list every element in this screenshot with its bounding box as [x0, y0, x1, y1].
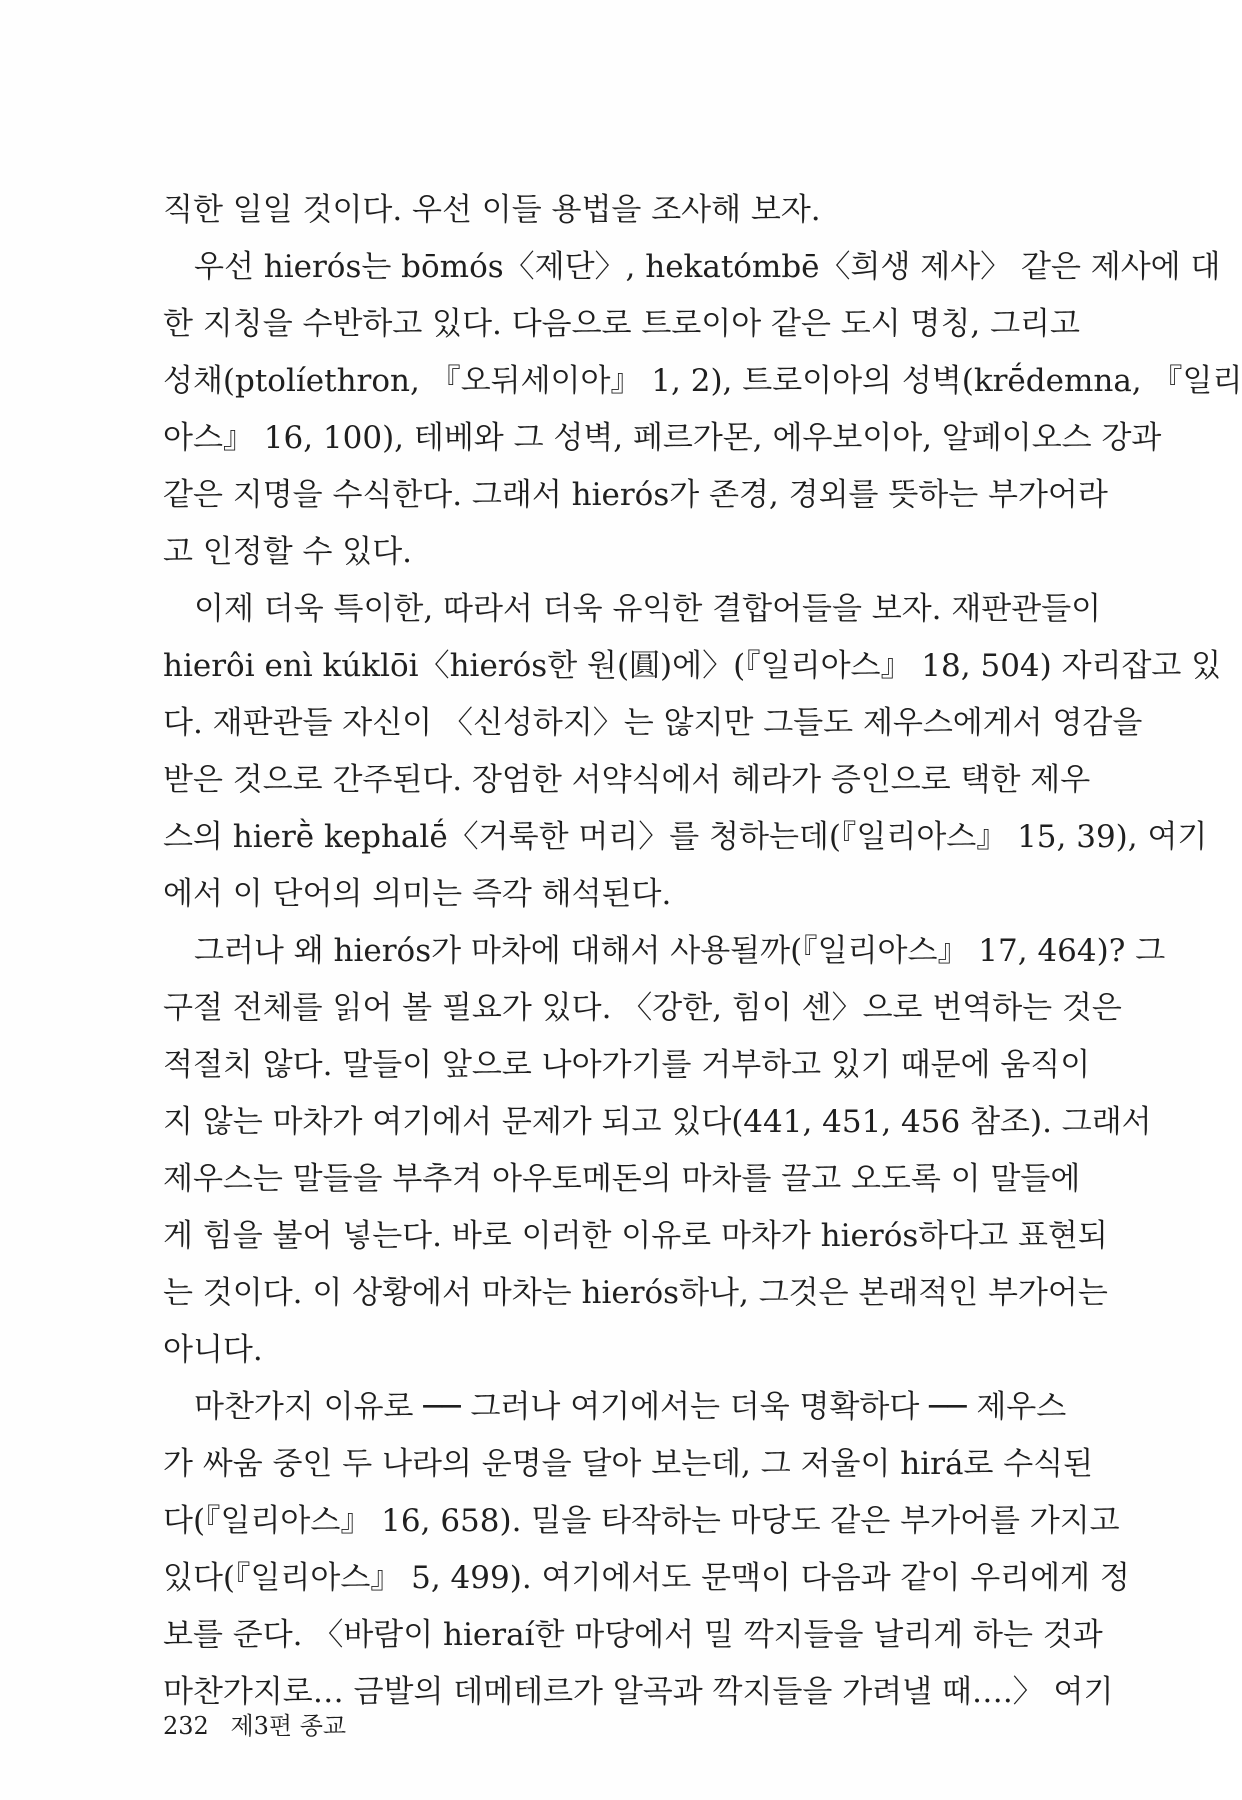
text-line: 한 지칭을 수반하고 있다. 다음으로 트로이아 같은 도시 명칭, 그리고 [163, 306, 1080, 342]
paragraph-start-line: 우선 hierós는 bōmós〈제단〉, hekatómbē〈희생 제사〉 같은 제사에 대 [194, 249, 1221, 285]
text-line: 같은 지명을 수식한다. 그래서 hierós가 존경, 경외를 뜻하는 부가어라 [163, 477, 1108, 513]
section-title: 제3편 종교 [230, 1712, 347, 1740]
text-line: 보를 준다. 〈바람이 hieraí한 마당에서 밀 깍지들을 날리게 하는 것과 [163, 1617, 1103, 1653]
page-footer [163, 1706, 346, 1741]
text-line: 있다(『일리아스』 5, 499). 여기에서도 문맥이 다음과 같이 우리에게 정 [163, 1560, 1130, 1596]
paragraph-end-line: 에서 이 단어의 의미는 즉각 해석된다. [163, 876, 672, 912]
text-line: 다. 재판관들 자신이 〈신성하지〉는 않지만 그들도 제우스에게서 영감을 [163, 705, 1143, 741]
text-line: hierôi enì kúklōi〈hierós한 원(圓)에〉(『일리아스』 18, 504) 자리잡고 있 [163, 648, 1222, 684]
text-line: 다(『일리아스』 16, 658). 밀을 타작하는 마당도 같은 부가어를 가지고 [163, 1503, 1120, 1539]
text-line: 게 힘을 불어 넣는다. 바로 이러한 이유로 마차가 hierós하다고 표현되 [163, 1218, 1108, 1254]
text-line: 적절치 않다. 말들이 앞으로 나아가기를 거부하고 있기 때문에 움직이 [163, 1047, 1091, 1083]
text-line: 직한 일일 것이다. 우선 이들 용법을 조사해 보자. [163, 192, 821, 228]
text-line: 는 것이다. 이 상황에서 마차는 hierós하나, 그것은 본래적인 부가어는 [163, 1275, 1108, 1311]
text-line: 아스』 16, 100), 테베와 그 성벽, 페르가몬, 에우보이아, 알페이오스 강과 [163, 420, 1162, 456]
paragraph-end-line: 아니다. [163, 1332, 263, 1368]
text-line: 구절 전체를 읽어 볼 필요가 있다. 〈강한, 힘이 센〉으로 번역하는 것은 [163, 990, 1122, 1026]
paragraph-start-line: 그러나 왜 hierós가 마차에 대해서 사용될까(『일리아스』 17, 464)? 그 [194, 933, 1166, 969]
text-line: 가 싸움 중인 두 나라의 운명을 달아 보는데, 그 저울이 hirá로 수식된 [163, 1446, 1094, 1482]
text-line: 제우스는 말들을 부추겨 아우토메돈의 마차를 끌고 오도록 이 말들에 [163, 1161, 1081, 1197]
text-line: 스의 hierḕ kephalḗ〈거룩한 머리〉를 청하는데(『일리아스』 15, 39), 여기 [163, 819, 1208, 855]
page-number: 232 [163, 1712, 209, 1740]
text-line: 성채(ptolíethron, 『오뒤세이아』 1, 2), 트로이아의 성벽(krḗdemna, 『일리 [163, 363, 1242, 399]
text-line: 받은 것으로 간주된다. 장엄한 서약식에서 헤라가 증인으로 택한 제우 [163, 762, 1091, 798]
text-line: 마찬가지로… 금발의 데메테르가 알곡과 깍지들을 가려낼 때….〉 여기 [163, 1674, 1114, 1710]
paragraph-start-line: 마찬가지 이유로 ── 그러나 여기에서는 더욱 명확하다 ── 제우스 [194, 1389, 1067, 1425]
paragraph-end-line: 고 인정할 수 있다. [163, 534, 413, 570]
text-line: 지 않는 마차가 여기에서 문제가 되고 있다(441, 451, 456 참조). 그래서 [163, 1104, 1152, 1140]
paragraph-start-line: 이제 더욱 특이한, 따라서 더욱 유익한 결합어들을 보자. 재판관들이 [194, 591, 1102, 627]
body-text [163, 182, 1242, 1721]
